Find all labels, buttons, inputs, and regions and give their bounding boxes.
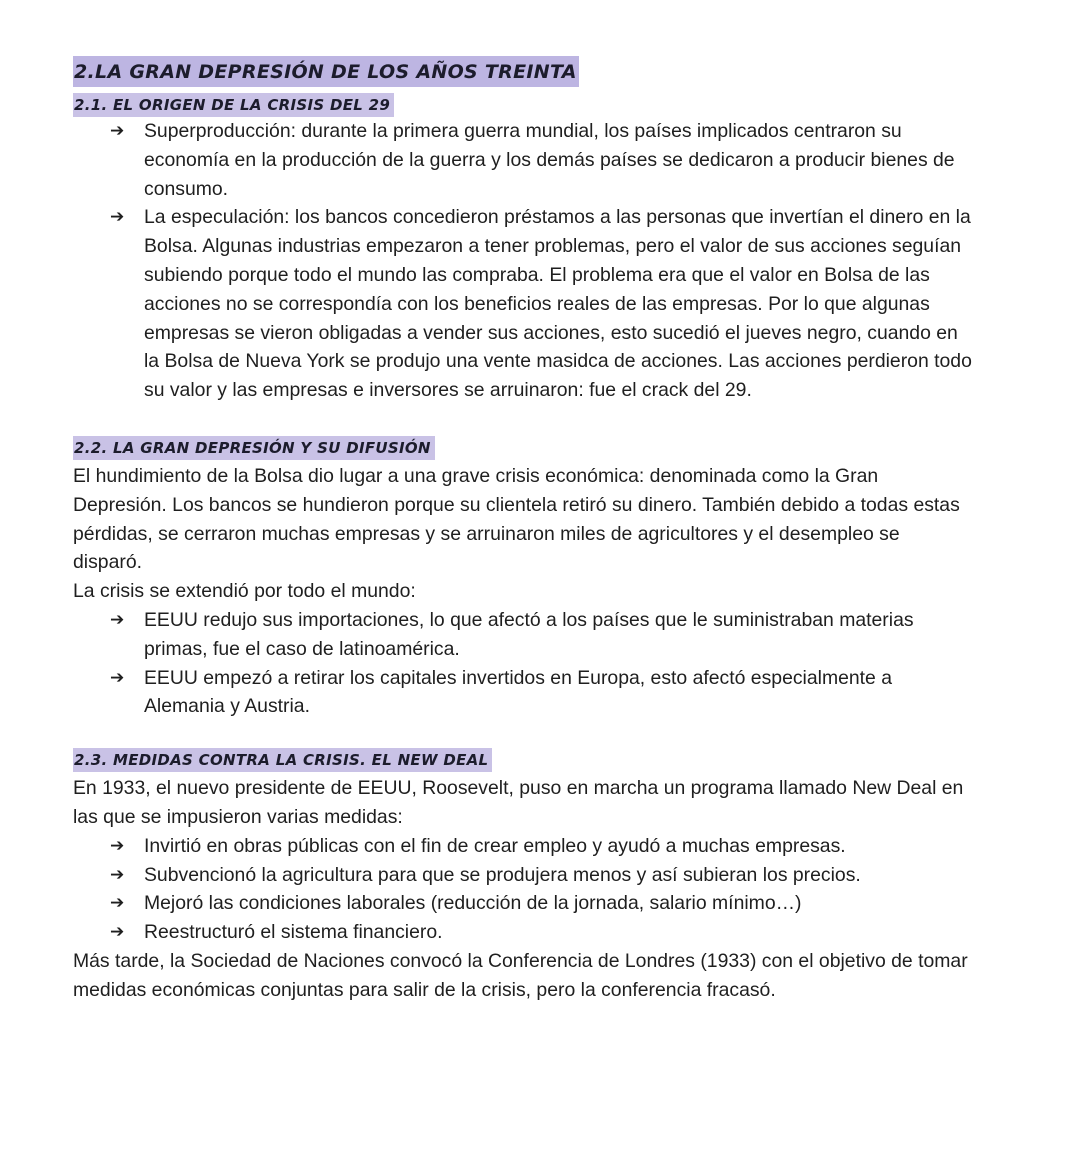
right-arrow-icon: ➔ [110,207,125,228]
right-arrow-icon: ➔ [110,893,125,914]
right-arrow-icon: ➔ [110,864,125,885]
right-arrow-icon: ➔ [110,667,125,688]
list-item [73,861,973,890]
section-depression [73,436,973,721]
section-heading: 2.1. EL ORIGEN DE LA CRISIS DEL 29 [73,93,394,117]
list-item-text: La especulación: los bancos concedieron préstamos a las personas que invertían el dinero en la Bolsa. Algunas industrias empezaron a tener problemas, pero el valor de sus acciones seguían subiendo porque todo el mundo las compraba. El problema era que el valor en Bolsa de las acciones no se correspondía con los beneficios reales de las empresas. Por lo que algunas empresas se vieron obligadas a vender sus acciones, esto sucedió el jueves negro, cuando en la Bolsa de Nueva York se produjo una vente masidca de acciones. Las acciones perdieron todo su valor y las empresas e inversores se arruinaron: fue el crack del 29. [144,206,972,402]
list-item [73,832,973,861]
list-item [73,918,973,947]
list-item [73,117,973,203]
section-origin [73,93,973,405]
list-item [73,203,973,405]
doc-title [73,56,973,87]
list-item-text: Superproducción: durante la primera guerra mundial, los países implicados centraron su economía en la producción de la guerra y los demás países se dedicaron a producir bienes de consumo. [144,120,955,200]
bullet-list [73,606,973,721]
section-heading: 2.3. MEDIDAS CONTRA LA CRISIS. EL NEW DEAL [73,748,492,772]
list-item-text: Subvencionó la agricultura para que se produjera menos y así subieran los precios. [144,863,861,886]
list-item [73,889,973,918]
document-body [73,56,973,1005]
bullet-list [73,117,973,405]
list-item [73,606,973,664]
right-arrow-icon: ➔ [110,835,125,856]
paragraph: En 1933, el nuevo presidente de EEUU, Roosevelt, puso en marcha un programa llamado New Deal en las que se impusieron varias medidas: [73,777,964,828]
section-heading: 2.2. LA GRAN DEPRESIÓN Y SU DIFUSIÓN [73,436,435,460]
bullet-list [73,832,973,947]
right-arrow-icon: ➔ [110,121,125,141]
list-item-text: EEUU redujo sus importaciones, lo que afectó a los países que le suministraban materias primas, fue el caso de latinoamérica. [144,608,914,660]
list-item-text: Mejoró las condiciones laborales (reducción de la jornada, salario mínimo…) [144,892,802,915]
paragraph: Más tarde, la Sociedad de Naciones convocó la Conferencia de Londres (1933) con el objetivo de tomar medidas económicas conjuntas para salir de la crisis, pero la conferencia fracasó. [73,949,968,1001]
right-arrow-icon: ➔ [110,922,125,943]
paragraph: La crisis se extendió por todo el mundo: [73,580,416,603]
list-item [73,664,973,722]
list-item-text: Invirtió en obras públicas con el fin de crear empleo y ayudó a muchas empresas. [144,834,846,857]
section-new-deal [73,748,973,1004]
doc-title-text: 2.LA GRAN DEPRESIÓN DE LOS AÑOS TREINTA [73,56,579,87]
right-arrow-icon: ➔ [110,609,125,630]
list-item-text: EEUU empezó a retirar los capitales invertidos en Europa, esto afectó especialmente a Alemania y Austria. [144,666,893,718]
paragraph: El hundimiento de la Bolsa dio lugar a una grave crisis económica: denominada como la Gran Depresión. Los bancos se hundieron porque su clientela retiró su dinero. También debido a todas estas pérdidas, se cerraron muchas empresas y se arruinaron miles de agricultores y el desempleo se disparó. [73,464,960,574]
list-item-text: Reestructuró el sistema financiero. [144,921,443,944]
